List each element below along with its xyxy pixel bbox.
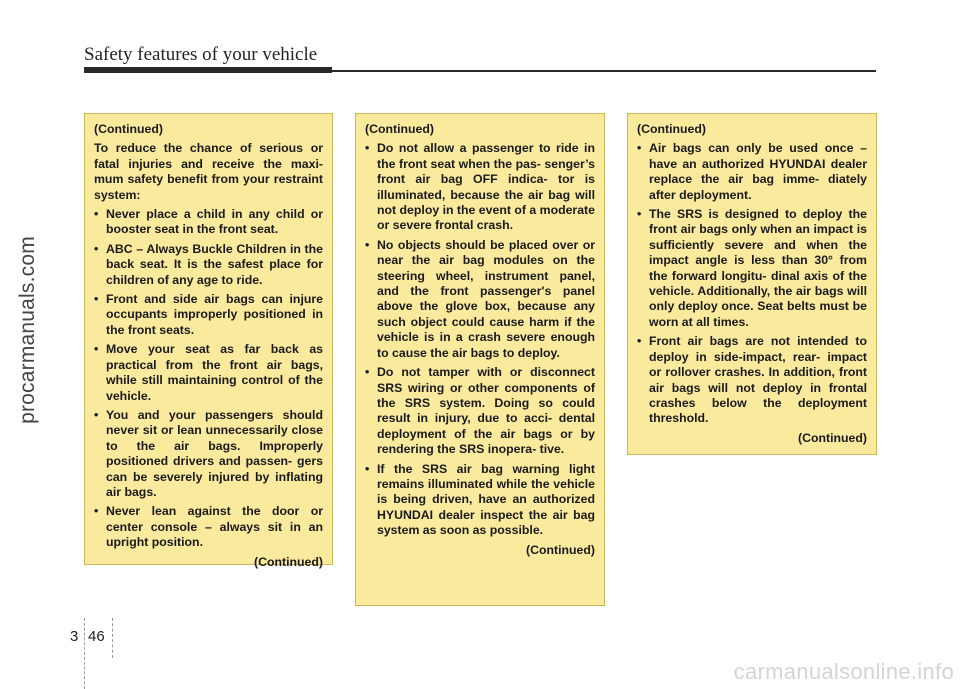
continued-label-top: (Continued) bbox=[365, 122, 434, 136]
header-rule-thin bbox=[332, 70, 876, 72]
list-item: • If the SRS air bag warning light remains illuminated while the vehicle is being driven, have an authorized HYUNDAI dealer inspect the air bag system as soon as possible. bbox=[365, 462, 595, 539]
list-item: • The SRS is designed to deploy the front air bags only when an impact is sufficiently severe and when the impact angle is less than 30° from the forward longitu- dinal axis of the vehicle. Additionally, the air bags will only deploy once. Seat belts must be worn at all times. bbox=[637, 207, 867, 330]
bottom-watermark: carmanualsonline.info bbox=[733, 659, 954, 684]
continued-label-bottom: (Continued) bbox=[254, 554, 323, 569]
page-header-title: Safety features of your vehicle bbox=[84, 44, 318, 65]
warning-box-2 bbox=[355, 113, 605, 606]
list-item: • You and your passengers should never sit or lean unnecessarily close to the air bags. Improperly positioned drivers and passen- gers can be severely injured by inflating air bags. bbox=[94, 408, 323, 500]
continued-label-bottom: (Continued) bbox=[526, 542, 595, 557]
continued-label-bottom: (Continued) bbox=[798, 430, 867, 445]
list-item: • No objects should be placed over or near the air bag modules on the steering wheel, instrument panel, and the front passenger's panel above the glove box, because any such object could cause harm if the vehicle is in a crash severe enough to cause the air bags to deploy. bbox=[365, 238, 595, 361]
side-watermark: procarmanuals.com bbox=[16, 236, 39, 424]
list-item: • Never lean against the door or center console – always sit in an upright position. bbox=[94, 504, 323, 550]
list-item: • Front and side air bags can injure occupants improperly positioned in the front seats. bbox=[94, 292, 323, 338]
warning-list bbox=[94, 207, 323, 551]
continued-label-top: (Continued) bbox=[94, 122, 163, 136]
list-item: • Do not allow a passenger to ride in the front seat when the pas- senger’s front air bag OFF indica- tor is illuminated, because the air bag will not deploy in the event of a moderate or severe frontal crash. bbox=[365, 141, 595, 233]
list-item: • Do not tamper with or disconnect SRS wiring or other components of the SRS system. Doing so could result in injury, due to acci- dental deployment of the air bags or by rendering the SRS inopera- tive. bbox=[365, 365, 595, 457]
warning-list bbox=[365, 141, 595, 538]
list-item: • Front air bags are not intended to deploy in side-impact, rear- impact or rollover crashes. In addition, front air bags will not deploy in frontal crashes below the deployment threshold. bbox=[637, 334, 867, 426]
list-item: • Never place a child in any child or booster seat in the front seat. bbox=[94, 207, 323, 238]
chapter-number: 3 bbox=[70, 628, 79, 645]
warning-box-1 bbox=[84, 113, 333, 569]
list-item: • Move your seat as far back as practical from the front air bags, while still maintaining control of the vehicle. bbox=[94, 342, 323, 404]
margin-guide-line bbox=[84, 618, 86, 689]
header-rule-thick bbox=[84, 67, 332, 73]
list-item: • Air bags can only be used once – have an authorized HYUNDAI dealer replace the air bag imme- diately after deployment. bbox=[637, 141, 867, 203]
warning-box-3 bbox=[627, 113, 877, 455]
margin-guide-line bbox=[112, 618, 114, 658]
warning-list bbox=[637, 141, 867, 426]
page-number: 46 bbox=[88, 628, 105, 645]
continued-label-top: (Continued) bbox=[637, 122, 706, 136]
list-item: • ABC – Always Buckle Children in the back seat. It is the safest place for children of any age to ride. bbox=[94, 242, 323, 288]
box-intro-text: To reduce the chance of serious or fatal injuries and receive the maxi- mum safety benefit from your restraint system: bbox=[94, 141, 323, 202]
